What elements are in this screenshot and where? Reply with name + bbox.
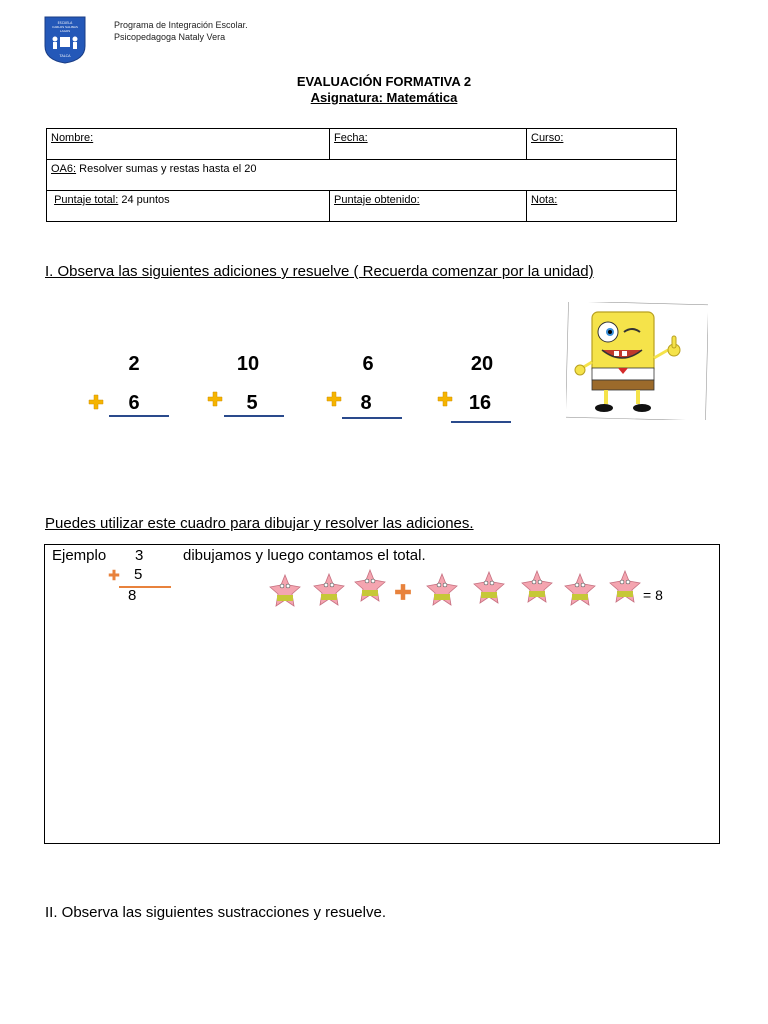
section2-instruction: II. Observa las siguientes sustracciones y resuelve. <box>45 904 386 921</box>
oa-text: Resolver sumas y restas hasta el 20 <box>76 163 257 175</box>
example-description: dibujamos y luego contamos el total. <box>183 547 426 564</box>
star-character-icon <box>268 573 302 611</box>
problem3-top: 6 <box>362 353 374 375</box>
puntaje-value: 24 puntos <box>121 194 170 206</box>
author-line: Psicopedagoga Nataly Vera <box>114 32 226 42</box>
example-result: 8 <box>128 587 137 604</box>
plus-icon <box>108 569 120 581</box>
student-info-table <box>46 128 677 222</box>
example-equals: = 8 <box>643 587 663 603</box>
svg-text:CARLOS SALINAS: CARLOS SALINAS <box>52 25 78 29</box>
nota-label: Nota: <box>531 194 558 206</box>
svg-text:LAGOS: LAGOS <box>59 29 71 33</box>
star-character-icon <box>520 569 554 607</box>
plus-icon <box>207 391 223 407</box>
answer-line <box>342 417 402 419</box>
problem3-bottom: 8 <box>360 392 372 414</box>
example-line <box>119 586 171 588</box>
drawing-instruction: Puedes utilizar este cuadro para dibujar y resolver las adiciones. <box>45 515 474 532</box>
example-label: Ejemplo <box>52 547 107 564</box>
plus-icon <box>394 583 412 601</box>
problem2-top: 10 <box>236 353 260 375</box>
fecha-label: Fecha: <box>334 132 368 144</box>
nombre-label: Nombre: <box>51 132 94 144</box>
school-logo <box>44 16 86 64</box>
section1-instruction: I. Observa las siguientes adiciones y resuelve ( Recuerda comenzar por la unidad) <box>45 263 594 280</box>
svg-text:TALCA: TALCA <box>59 54 71 58</box>
answer-line <box>451 421 511 423</box>
problem4-top: 20 <box>470 353 494 375</box>
obtenido-label: Puntaje obtenido: <box>334 194 420 206</box>
oa-label: OA6: <box>51 163 77 175</box>
star-character-icon <box>312 572 346 610</box>
puntaje-label: Puntaje total: <box>54 194 119 206</box>
answer-line <box>109 415 169 417</box>
svg-text:ESCUELA: ESCUELA <box>57 21 73 25</box>
problem4-bottom: 16 <box>468 392 492 414</box>
star-character-icon <box>563 572 597 610</box>
sponge-character-image <box>566 302 708 420</box>
problem1-top: 2 <box>128 353 140 375</box>
star-character-icon <box>472 570 506 608</box>
subject-title: Asignatura: Matemática <box>310 90 458 105</box>
page-title: EVALUACIÓN FORMATIVA 2 <box>296 74 472 89</box>
plus-icon <box>88 394 104 410</box>
example-top-number: 3 <box>135 547 144 564</box>
star-character-icon <box>353 568 387 606</box>
curso-label: Curso: <box>531 132 564 144</box>
program-line: Programa de Integración Escolar. <box>114 20 248 30</box>
problem2-bottom: 5 <box>246 392 258 414</box>
answer-line <box>224 415 284 417</box>
star-character-icon <box>425 572 459 610</box>
star-character-icon <box>608 569 642 607</box>
problem1-bottom: 6 <box>128 392 140 414</box>
example-bottom-number: 5 <box>134 566 143 583</box>
